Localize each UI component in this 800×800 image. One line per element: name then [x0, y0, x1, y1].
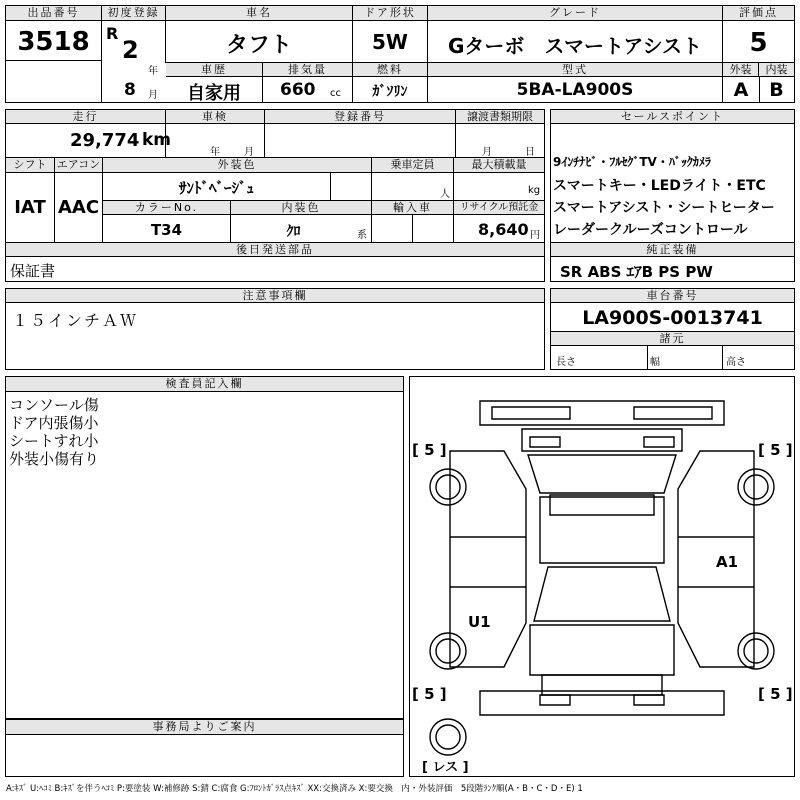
shift: IAT [14, 197, 46, 218]
tire-rl: [ 5 ] [412, 685, 447, 703]
exterior-color: ｻﾝﾄﾞﾍﾞｰｼﾞｭ [178, 179, 254, 197]
insp-month-unit: 月 [244, 147, 254, 158]
inspector-line-1: コンソール傷 [9, 396, 99, 414]
shift-label: シフト [6, 158, 54, 172]
score: 5 [749, 28, 768, 58]
intcolor-unit: 系 [357, 230, 367, 241]
length-label: 長さ [556, 357, 576, 368]
fuel: ｶﾞｿﾘﾝ [372, 84, 408, 100]
displacement: 660 [280, 80, 316, 100]
score-label: 評価点 [723, 6, 794, 21]
std-equipment: SR ABS ｴｱB PS PW [560, 263, 713, 281]
model: 5BA-LA900S [516, 80, 634, 100]
door-label: ドア形状 [353, 6, 427, 21]
reg-month: 8 [124, 80, 136, 100]
car-name: タフト [225, 33, 292, 58]
transfer-label: 譲渡書類期限 [456, 110, 544, 124]
capacity-unit: 人 [440, 189, 450, 200]
insp-year-unit: 年 [210, 147, 220, 158]
chassis-number: LA900S-0013741 [582, 307, 763, 329]
ac-label: エアコン [56, 158, 101, 171]
tr-month-unit: 月 [482, 147, 492, 158]
inspector-line-2: ドア内張傷小 [9, 414, 99, 432]
notes-label: 注意事項欄 [6, 289, 544, 303]
load-label: 最大積載量 [454, 158, 544, 172]
fuel-label: 燃料 [353, 63, 427, 77]
sales-line-1: 9ｲﾝﾁﾅﾋﾞ・ﾌﾙｾｸﾞTV・ﾊﾞｯｸｶﾒﾗ [553, 155, 711, 169]
later-label: 後日発送部品 [6, 243, 544, 257]
inspector-line-3: シートすれ小 [9, 432, 99, 450]
chassis-label: 車台番号 [551, 289, 794, 303]
capacity-label: 乗車定員 [372, 158, 453, 172]
ext-label: 外装 [723, 63, 759, 77]
history: 自家用 [187, 83, 241, 104]
tire-fl: [ 5 ] [412, 441, 447, 459]
office-label: 事務局よりご案内 [6, 720, 403, 735]
era: R [106, 24, 119, 43]
lot-number: 3518 [17, 27, 90, 57]
disp-unit: cc [330, 88, 341, 99]
colorno-label: カラーNo. [103, 201, 230, 214]
damage-diagram [409, 376, 795, 777]
year-unit: 年 [148, 66, 158, 77]
history-label: 車歴 [166, 63, 262, 77]
height-label: 高さ [726, 357, 746, 368]
spec-label: 諸元 [551, 331, 794, 346]
inspector-label: 検査員記入欄 [6, 377, 403, 392]
grade-label: グレード [428, 6, 722, 21]
recycle-unit: 円 [530, 230, 540, 241]
sales-label: セールスポイント [551, 110, 794, 124]
damage-mark-a1: A1 [716, 553, 739, 571]
spare-tire: [ レス ] [422, 760, 469, 775]
int-grade: B [769, 79, 784, 101]
sales-line-2: スマートキー・LEDライト・ETC [553, 178, 766, 194]
disp-label: 排気量 [263, 63, 352, 77]
first-reg-label: 初度登録 [102, 6, 165, 21]
legend: A:ｷｽﾞ U:ﾍｺﾐ B:ｷｽﾞを伴うﾍｺﾐ P:要塗装 W:補修跡 S:錆 C:腐食 G:ﾌﾛﾝﾄｶﾞﾗｽ点ｷｽﾞ XX:交換済み X:要交換 内・外装評価 5段階ﾗﾝｸ順(A・B・C・D・E) 1 [6, 784, 583, 794]
door: 5W [372, 30, 408, 54]
interior-color: ｸﾛ [286, 224, 301, 240]
tire-rr: [ 5 ] [758, 685, 793, 703]
std-label: 純正装備 [551, 243, 794, 257]
model-label: 型式 [428, 63, 722, 77]
intcolor-label: 内装色 [231, 201, 371, 214]
inspector-line-4: 外装小傷有り [9, 450, 100, 468]
width-label: 幅 [650, 357, 660, 368]
load-unit: kg [528, 185, 541, 196]
reg-year: 2 [122, 36, 139, 64]
ext-grade: A [733, 79, 749, 101]
damage-mark-u1: U1 [468, 613, 491, 631]
mileage: 29,774 [70, 130, 140, 151]
color-label: 外装色 [103, 158, 371, 172]
sales-line-3: スマートアシスト・シートヒーター [553, 200, 775, 216]
notes-text: １５インチＡＷ [12, 311, 139, 330]
mileage-label: 走行 [6, 110, 165, 124]
import-label: 輸入車 [372, 201, 453, 214]
recycle-fee: 8,640 [478, 220, 529, 239]
ac: AAC [57, 197, 100, 218]
later-parts: 保証書 [10, 262, 56, 280]
int-label: 内装 [759, 63, 794, 77]
car-diagram-svg [410, 377, 794, 776]
lot-label: 出品番号 [6, 6, 101, 21]
name-label: 車名 [166, 6, 352, 21]
color-number: T34 [150, 221, 183, 239]
regno-label: 登録番号 [265, 110, 455, 124]
mileage-unit: km [142, 130, 172, 150]
month-unit: 月 [148, 90, 158, 101]
sales-line-4: レーダークルーズコントロール [553, 222, 748, 238]
tr-day-unit: 日 [525, 147, 535, 158]
grade: Gターボ スマートアシスト [447, 34, 703, 58]
recycle-label: リサイクル預託金 [454, 201, 544, 214]
inspection-label: 車検 [166, 110, 264, 124]
tire-fr: [ 5 ] [758, 441, 793, 459]
